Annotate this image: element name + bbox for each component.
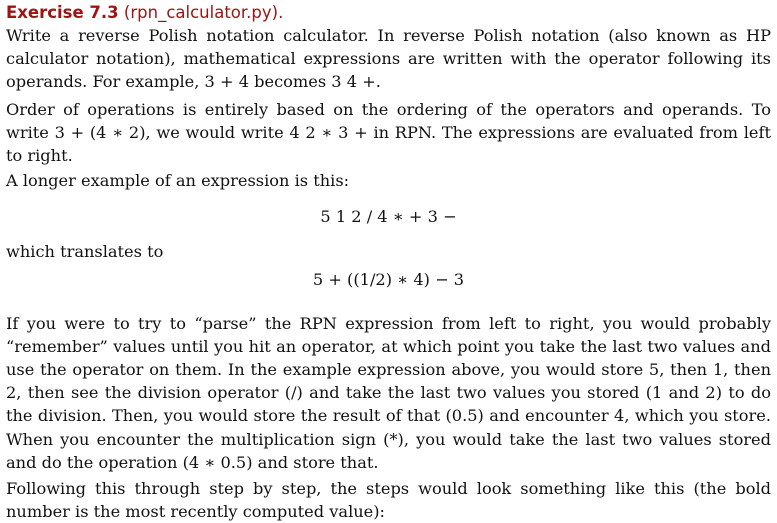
rpn-expression: 5 1 2 / 4 ∗ + 3 −: [320, 207, 457, 227]
longer-example-paragraph: A longer example of an expression is this:: [6, 171, 350, 191]
translates-paragraph: which translates to: [6, 242, 164, 262]
infix-expression: 5 + ((1/2) ∗ 4) − 3: [312, 269, 465, 289]
order-paragraph: Order of operations is entirely based on the ordering of the operators and operands. To write 3 + (4 ∗ 2), we would write 4 2 ∗ 3 + in RPN. The expressions are evaluated from left to right.: [6, 99, 771, 166]
parse-paragraph: If you were to try to “parse” the RPN expression from left to right, you would probably “remember” values until you hit an operator, at which point you take the last two values and use the operator on them. In the example expression above, you would store 5, then 1, then 2, then see the division operator (/) and take the last two values you stored (1 and 2) to do the division. Then, you would store the result of that (0.5) and encounter 4, which you store. When you encounter the multiplication sign (*), you would take the last two values stored and do the operation (4 ∗ 0.5) and store that.: [6, 313, 771, 472]
exercise-filename: (rpn_calculator.py).: [123, 3, 284, 22]
following-paragraph: Following this through step by step, the steps would look something like this (the bold number is the most recently computed value):: [6, 479, 771, 522]
exercise-heading: [6, 2, 771, 24]
exercise-label: Exercise 7.3: [6, 3, 119, 22]
intro-paragraph: Write a reverse Polish notation calculator. In reverse Polish notation (also known as HP calculator notation), mathematical expressions are written with the operator following its operands. For example, 3 + 4 becomes 3 4 +.: [6, 26, 771, 92]
